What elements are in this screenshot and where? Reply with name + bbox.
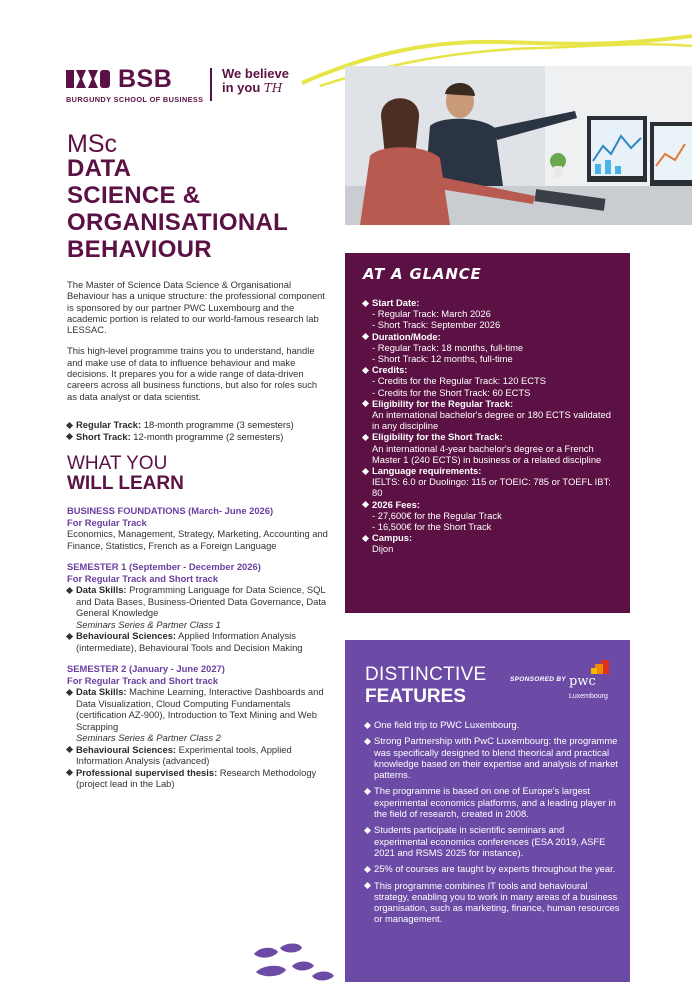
sponsored-by-label: SPONSORED BY — [510, 676, 566, 683]
title-line: DATA — [67, 155, 132, 182]
feature-text: Students participate in scientific seminars and experimental economics conferences (ESA 2019, ASFE 2021 and RSMS 2025 for instance). — [374, 824, 606, 858]
tagline-mark: TH — [263, 81, 283, 95]
feature-item — [365, 735, 620, 780]
course-item — [67, 584, 331, 619]
bullet-diamond-icon — [362, 299, 369, 306]
bullet-diamond-icon — [364, 882, 371, 889]
bullet-diamond-icon — [364, 827, 371, 834]
glance-value: An international 4-year bachelor's degree or a French Master 1 (240 ECTS) in business or a related discipline — [372, 442, 602, 465]
course-note: Seminars Series & Partner Class 2 — [76, 732, 221, 743]
bullet-diamond-icon — [364, 721, 371, 728]
glance-value: Dijon — [372, 543, 394, 555]
learn-heading-2: WILL LEARN — [67, 473, 184, 494]
course-text: Programming Language for Data Science, SQL and Data Bases, Business-Oriented Data Governance, Data General Knowledge — [76, 584, 327, 618]
glance-value: - Regular Track: 18 months, full-time — [372, 341, 524, 353]
bullet-diamond-icon — [66, 421, 73, 428]
glance-item-duration — [363, 331, 612, 365]
glance-item-language — [363, 465, 612, 499]
track-text: 18-month programme (3 semesters) — [141, 419, 294, 430]
bullet-diamond-icon — [66, 688, 73, 695]
office-scene-illustration — [345, 66, 692, 225]
glance-title: AT A GLANCE — [363, 265, 482, 283]
course-label: Behavioural Sciences: — [76, 630, 177, 641]
hero-photo — [345, 66, 692, 225]
brush-stroke-decoration — [252, 940, 352, 982]
glance-label: Eligibility for the Short Track: — [372, 431, 503, 443]
bsb-emblem-icon — [66, 68, 112, 90]
bullet-diamond-icon — [362, 501, 369, 508]
intro-text — [67, 279, 325, 412]
bullet-diamond-icon — [364, 788, 371, 795]
feature-text: One field trip to PWC Luxembourg. — [374, 719, 520, 730]
glance-label: Duration/Mode: — [372, 330, 441, 342]
glance-value: IELTS: 6.0 or Duolingo: 115 or TOEIC: 785 or TOEFL IBT: 80 — [372, 476, 611, 499]
bullet-diamond-icon — [362, 535, 369, 542]
pwc-wordmark: pwc — [569, 674, 596, 689]
glance-label: Eligibility for the Regular Track: — [372, 397, 514, 409]
distinctive-features-panel — [345, 640, 630, 982]
bullet-diamond-icon — [364, 738, 371, 745]
section-title: BUSINESS FOUNDATIONS (March- June 2026) — [67, 505, 274, 516]
course-text: Research Methodology (project lead in the Lab) — [76, 766, 317, 789]
glance-item-start — [363, 297, 612, 331]
course-item — [67, 744, 331, 767]
course-label: Professional supervised thesis: — [76, 766, 218, 778]
logo-subtitle: BURGUNDY SCHOOL OF BUSINESS — [66, 95, 204, 104]
title-line: SCIENCE & — [67, 182, 201, 209]
degree-label: MSc — [67, 130, 117, 158]
course-text: Machine Learning, Interactive Dashboards and Data Visualization, Cloud Computing Fundamentals (certification AZ-900), Introduction to Text Mining and Web Scrapping — [76, 686, 324, 732]
glance-value: - 16,500€ for the Short Track — [372, 521, 492, 533]
glance-label: Start Date: — [372, 297, 420, 308]
bullet-diamond-icon — [362, 434, 369, 441]
bullet-diamond-icon — [66, 632, 73, 639]
track-item — [67, 419, 327, 431]
glance-value: - Credits for the Short Track: 60 ECTS — [372, 386, 531, 398]
section-subtitle: For Regular Track — [67, 516, 147, 528]
bullet-diamond-icon — [66, 746, 73, 753]
at-a-glance-panel — [345, 253, 630, 613]
bullet-diamond-icon — [362, 400, 369, 407]
section-text: Economics, Management, Strategy, Marketing, Accounting and Finance, Statistics, French as a Foreign Language — [67, 528, 328, 551]
bullet-diamond-icon — [362, 333, 369, 340]
feature-item — [365, 863, 620, 874]
tagline — [222, 67, 289, 95]
feature-text: The programme is based on one of Europe's largest experimental economics platforms, and a leading player in the field of research, created in 2008. — [374, 785, 616, 820]
glance-value: - Short Track: September 2026 — [372, 319, 501, 331]
title-line: BEHAVIOUR — [67, 236, 212, 263]
glance-item-credits — [363, 364, 612, 398]
track-text: 12-month programme (2 semesters) — [130, 430, 284, 442]
intro-paragraph-2: This high-level programme trains you to understand, handle and make use of data to influence behaviour and make decisions. It prepares you for a wide range of data-driven careers across all business functions, but also for roles such as data analyst or data scientist. — [67, 345, 318, 402]
section-subtitle: For Regular Track and Short track — [67, 674, 219, 686]
feature-text: 25% of courses are taught by experts throughout the year. — [374, 863, 616, 875]
glance-label: Campus: — [372, 532, 413, 544]
glance-label: Credits: — [372, 364, 408, 376]
curriculum — [67, 505, 331, 790]
course-label: Behavioural Sciences: — [76, 743, 177, 755]
glance-value: - Short Track: 12 months, full-time — [372, 353, 513, 365]
glance-item-eligibility-short — [363, 431, 612, 465]
features-heading-2: FEATURES — [365, 686, 466, 707]
pwc-logo — [569, 660, 617, 700]
bullet-diamond-icon — [362, 468, 369, 475]
features-heading-1: DISTINCTIVE — [365, 664, 487, 685]
course-item — [67, 630, 331, 653]
bullet-diamond-icon — [364, 866, 371, 873]
track-label: Regular Track: — [76, 419, 142, 430]
bsb-logo — [66, 65, 289, 104]
bullet-diamond-icon — [66, 586, 73, 593]
title-line: ORGANISATIONAL — [67, 209, 289, 236]
logo-divider — [210, 68, 212, 101]
glance-item-campus — [363, 532, 612, 554]
glance-value: - Regular Track: March 2026 — [372, 308, 491, 320]
glance-value: - 27,600€ for the Regular Track — [372, 509, 502, 521]
features-list — [365, 719, 620, 930]
feature-item — [365, 785, 620, 819]
feature-item — [365, 880, 620, 925]
section-title: SEMESTER 2 (January - June 2027) — [67, 663, 225, 674]
tracks-list — [67, 419, 327, 442]
feature-item — [365, 719, 620, 730]
pwc-subtitle: Luxembourg — [569, 693, 608, 700]
glance-value: - Credits for the Regular Track: 120 ECTS — [372, 375, 547, 387]
glance-value: An international bachelor's degree or 180 ECTS validated in any discipline — [372, 409, 611, 432]
learn-heading-1: WHAT YOU — [67, 453, 168, 474]
glance-label: Language requirements: — [372, 465, 482, 477]
feature-text: Strong Partnership with PwC Luxembourg: the programme was specifically designed to blend theorical and practical knowledge based on their expertise and analysis of market patterns. — [374, 735, 618, 781]
track-item — [67, 431, 327, 443]
section-title: SEMESTER 1 (September - December 2026) — [67, 561, 261, 572]
tagline-line-1: We believe — [222, 66, 289, 81]
course-note: Seminars Series & Partner Class 1 — [76, 618, 221, 630]
bullet-diamond-icon — [66, 769, 73, 776]
course-item — [67, 767, 331, 790]
bullet-diamond-icon — [66, 433, 73, 440]
bullet-diamond-icon — [362, 367, 369, 374]
course-text: Applied Information Analysis (intermediate), Behavioural Tools and Decision Making — [76, 630, 303, 653]
course-text: Experimental tools, Applied Information Analysis (advanced) — [76, 743, 292, 766]
section-subtitle: For Regular Track and Short track — [67, 572, 219, 584]
logo-wordmark: BSB — [118, 65, 173, 93]
glance-item-fees — [363, 499, 612, 533]
course-label: Data Skills: — [76, 686, 127, 697]
intro-paragraph-1: The Master of Science Data Science & Organisational Behaviour has a unique structure: the professional component is sponsored by our partner PWC Luxembourg and the academic portion is related to our world-famous research lab LESSAC. — [67, 279, 325, 336]
feature-item — [365, 824, 620, 858]
track-label: Short Track: — [76, 430, 131, 442]
glance-label: 2026 Fees: — [372, 498, 420, 510]
programme-title — [67, 155, 288, 263]
feature-text: This programme combines IT tools and behavioural strategy, enabling you to work in many areas of a business organisation, such as marketing, finance, human resources or management. — [374, 879, 620, 925]
tagline-line-2: in you TH — [222, 80, 283, 95]
course-item — [67, 686, 331, 732]
glance-item-eligibility-regular — [363, 398, 612, 432]
course-label: Data Skills: — [76, 584, 127, 595]
